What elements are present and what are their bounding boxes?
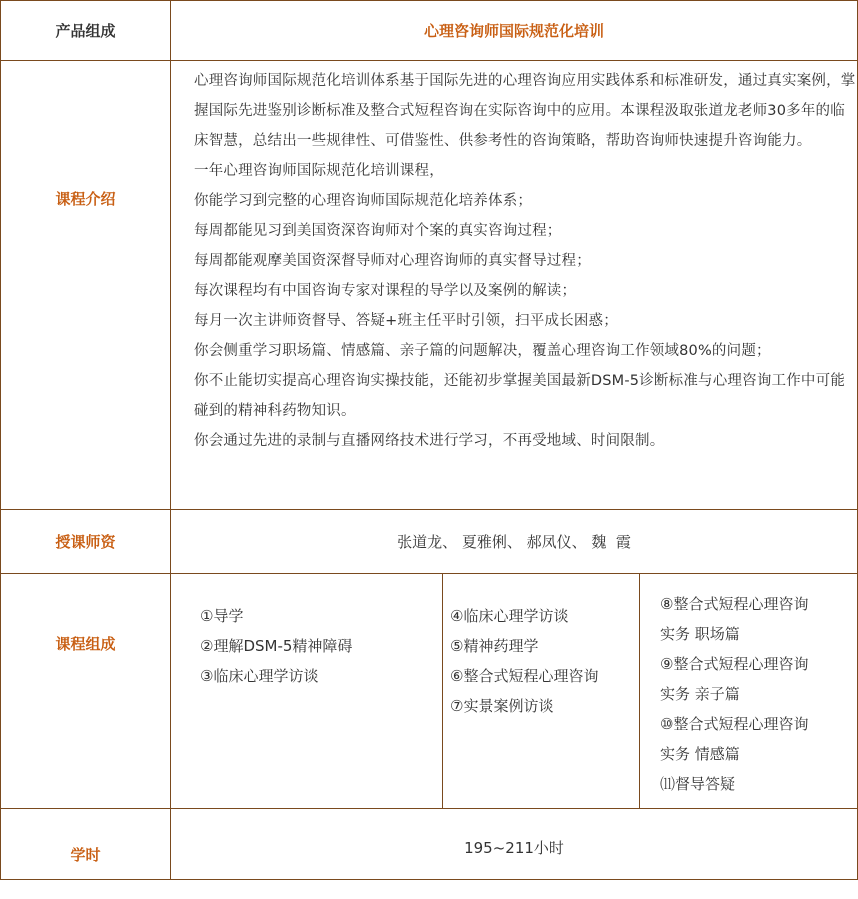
intro-paragraph: 每次课程均有中国咨询专家对课程的导学以及案例的解读； (194, 283, 577, 299)
module-column-divider (442, 573, 443, 808)
module-item: ⑤精神药理学 (450, 637, 539, 655)
product-title: 心理咨询师国际规范化培训 (423, 22, 604, 40)
module-item: 实务 情感篇 (660, 745, 740, 763)
intro-paragraph: 你会侧重学习职场篇、情感篇、亲子篇的问题解决，覆盖心理咨询工作领域80%的问题； (194, 343, 771, 359)
teachers-label: 授课师资 (55, 533, 116, 551)
course-intro (171, 61, 857, 509)
intro-paragraph: 一年心理咨询师国际规范化培训课程， (194, 163, 444, 179)
hours-value: 195~211小时 (464, 838, 564, 857)
intro-paragraph: 每周都能观摩美国资深督导师对心理咨询师的真实督导过程； (194, 253, 591, 269)
module-item: ⑨整合式短程心理咨询 (660, 655, 809, 673)
module-item: ⑾督导答疑 (660, 775, 736, 793)
hours-label: 学时 (70, 845, 101, 864)
module-column-divider (639, 573, 640, 808)
header-label: 产品组成 (55, 22, 116, 40)
module-item: 实务 职场篇 (660, 625, 740, 643)
module-item: ⑥整合式短程心理咨询 (450, 667, 599, 685)
intro-label: 课程介绍 (55, 190, 116, 208)
teachers-list: 张道龙、 夏雅俐、 郝凤仪、 魏 霞 (397, 533, 631, 551)
intro-paragraph: 你能学习到完整的心理咨询师国际规范化培养体系； (194, 193, 533, 209)
modules-label: 课程组成 (55, 634, 116, 653)
intro-paragraph: 你不止能切实提高心理咨询实操技能，还能初步掌握美国最新DSM-5诊断标准与心理咨询工作中可能碰到的精神科药物知识。 (194, 373, 846, 419)
module-item: ⑦实景案例访谈 (450, 697, 554, 715)
module-column-2 (450, 601, 638, 721)
module-item: ③临床心理学访谈 (200, 667, 319, 685)
module-item: ①导学 (200, 607, 244, 625)
module-item: ④临床心理学访谈 (450, 607, 569, 625)
module-column-3 (660, 589, 856, 799)
intro-paragraph: 心理咨询师国际规范化培训体系基于国际先进的心理咨询应用实践体系和标准研发，通过真实案例，掌握国际先进鉴别诊断标准及整合式短程咨询在实际咨询中的应用。本课程汲取张道龙老师30多年的临床智慧，总结出一些规律性、可借鉴性、供参考性的咨询策略，帮助咨询师快速提升咨询能力。 (194, 73, 856, 149)
module-item: ⑧整合式短程心理咨询 (660, 595, 809, 613)
module-item: 实务 亲子篇 (660, 685, 740, 703)
intro-paragraph: 你会通过先进的录制与直播网络技术进行学习，不再受地域、时间限制。 (194, 433, 665, 449)
module-column-1 (200, 601, 440, 691)
module-item: ②理解DSM-5精神障碍 (200, 637, 353, 655)
intro-paragraph: 每周都能见习到美国资深咨询师对个案的真实咨询过程； (194, 223, 562, 239)
intro-paragraph: 每月一次主讲师资督导、答疑+班主任平时引领，扫平成长困惑； (194, 313, 618, 329)
module-item: ⑩整合式短程心理咨询 (660, 715, 809, 733)
